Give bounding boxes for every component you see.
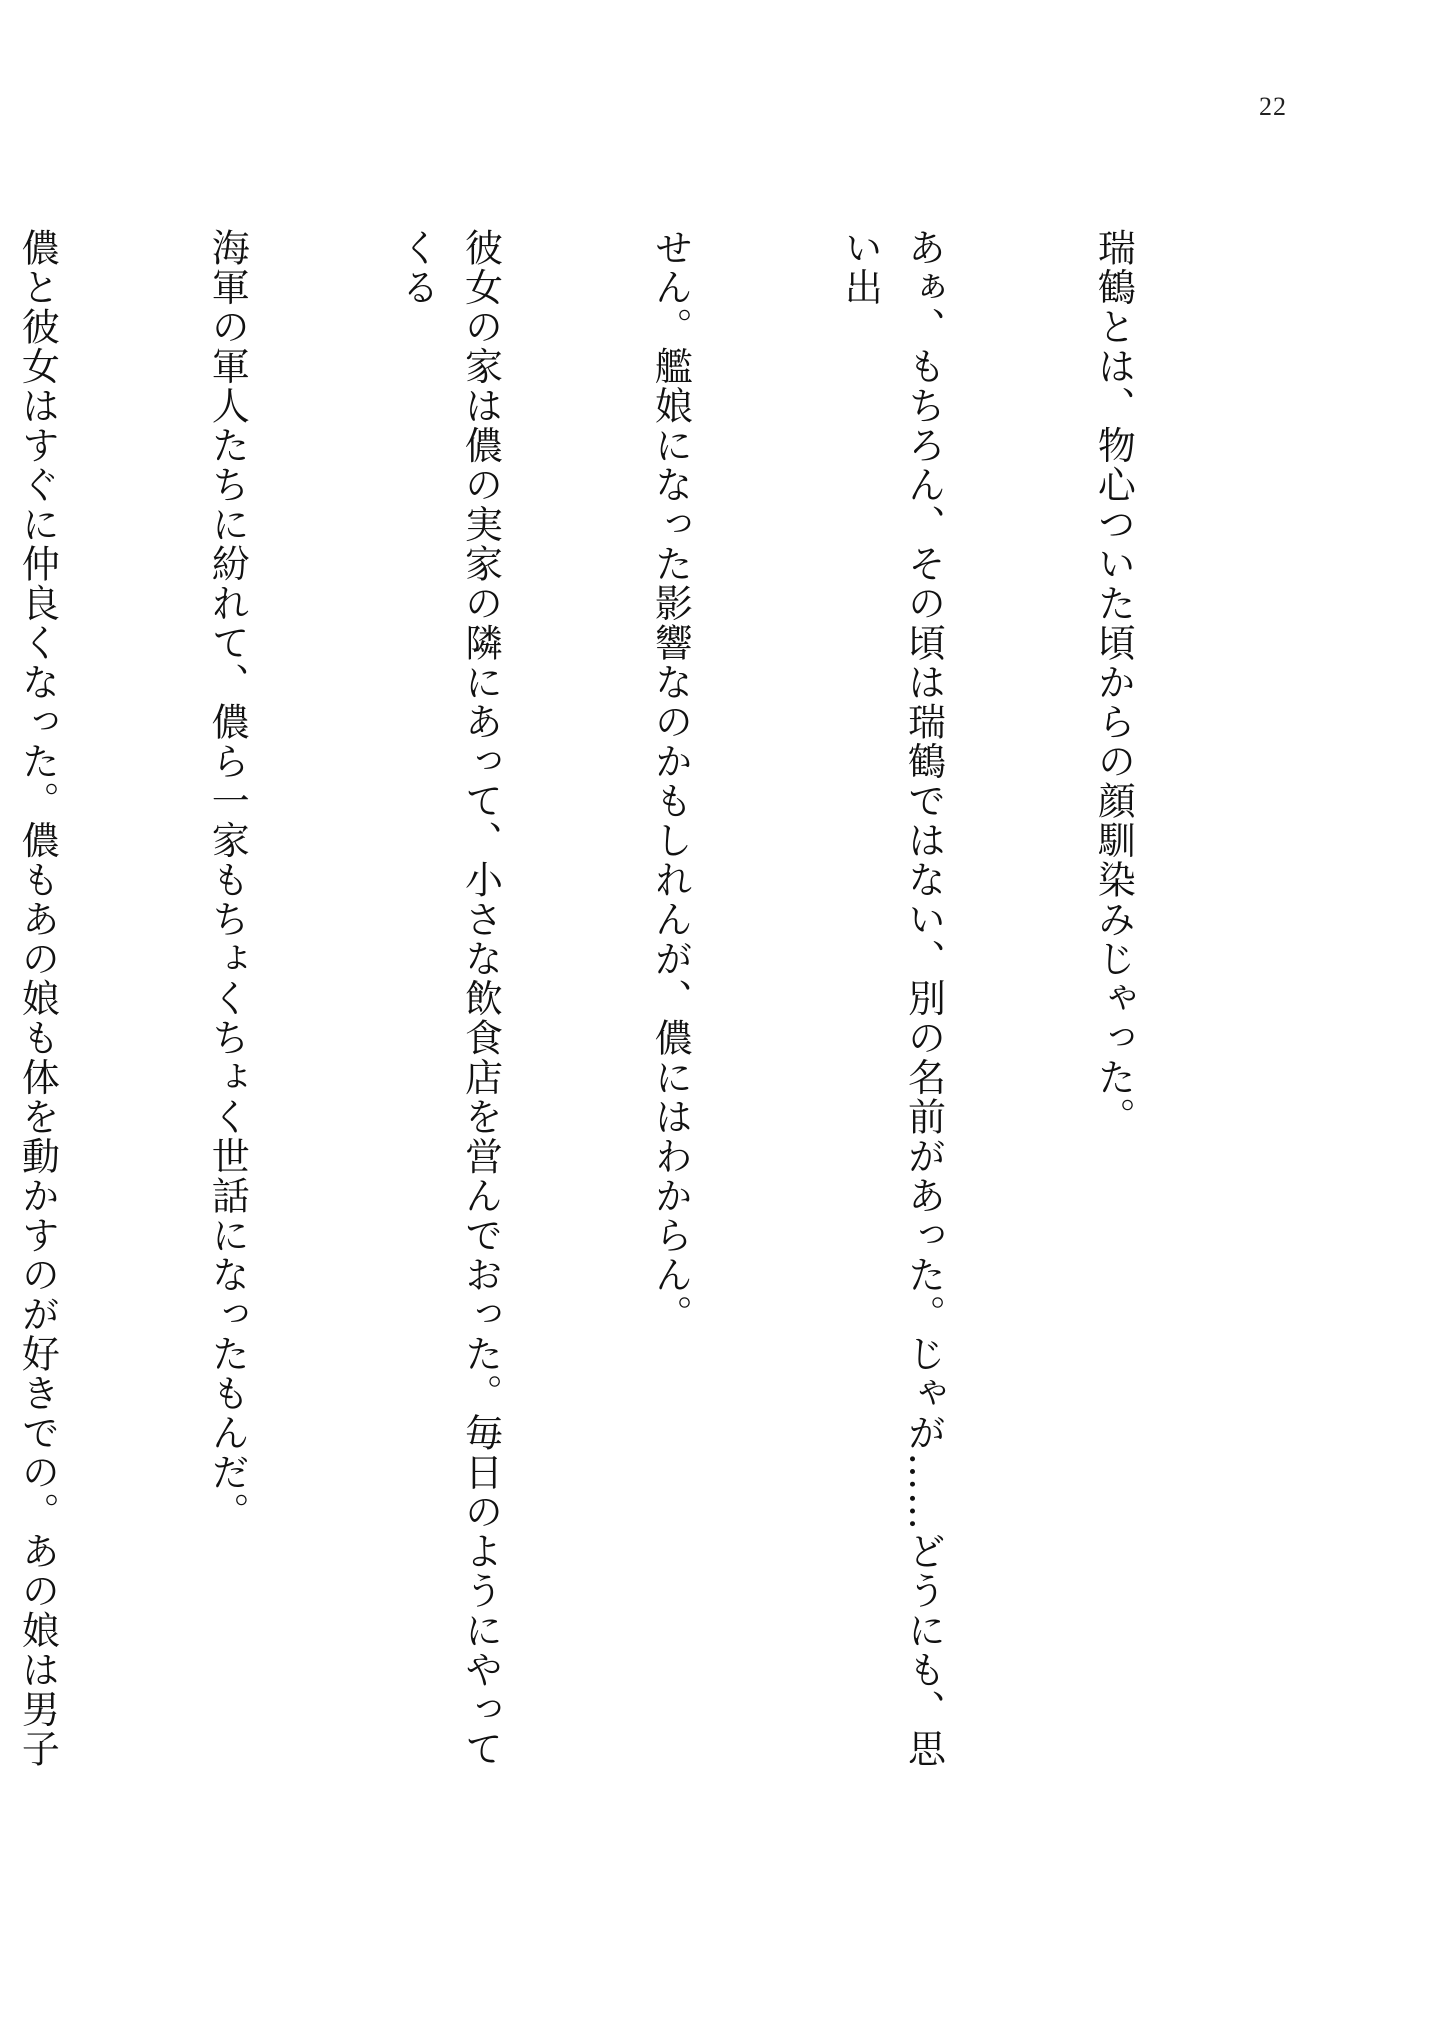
text-line: 儂と彼女はすぐに仲良くなった。儂もあの娘も体を動かすのが好きでの。あの娘は男子 — [15, 228, 60, 1769]
text-line: 瑞鶴とは、物心ついた頃からの顔馴染みじゃった。 — [1091, 228, 1136, 1137]
vertical-text-body — [0, 228, 1271, 1788]
text-line: あぁ、もちろん、その頃は瑞鶴ではない、別の名前があった。じゃが……どうにも、思い出 — [838, 228, 946, 1769]
text-line: せん。艦娘になった影響なのかもしれんが、儂にはわからん。 — [648, 228, 693, 1334]
text-line: 彼女の家は儂の実家の隣にあって、小さな飲食店を営んでおった。毎日のようにやってくる — [395, 228, 503, 1769]
page-number: 22 — [1259, 92, 1287, 121]
text-line: 海軍の軍人たちに紛れて、儂ら一家もちょくちょく世話になったもんだ。 — [205, 228, 250, 1532]
